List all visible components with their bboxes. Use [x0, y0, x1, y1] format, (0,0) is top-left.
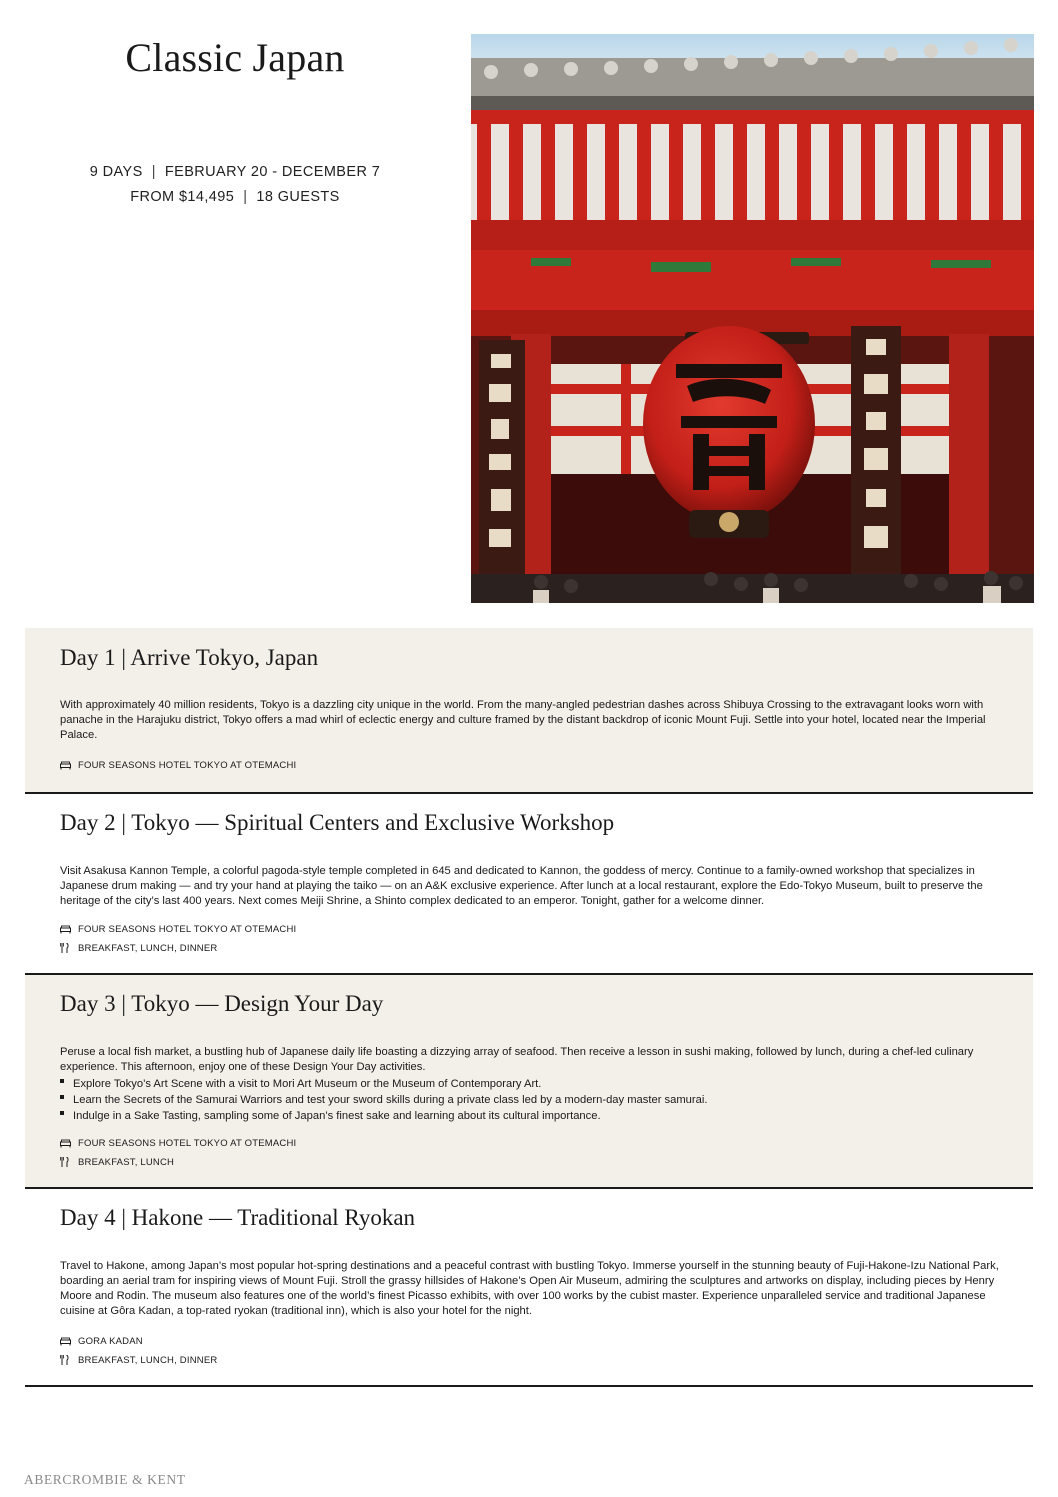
meals-included: BREAKFAST, LUNCH, DINNER: [78, 1354, 218, 1366]
fork-knife-icon: [60, 942, 72, 954]
meals-info: [60, 941, 217, 955]
hotel-info: [60, 758, 296, 772]
day-title: Day 3 | Tokyo — Design Your Day: [60, 991, 384, 1016]
trip-price-guests: [0, 189, 470, 205]
hotel-name: GORA KADAN: [78, 1335, 143, 1347]
hotel-name: FOUR SEASONS HOTEL TOKYO AT OTEMACHI: [78, 1137, 297, 1149]
trip-duration-dates: [0, 164, 470, 180]
day-description: Travel to Hakone, among Japan’s most popular hot-spring destinations and a peaceful contrast with bustling Tokyo. Immerse yourself in the stunning beauty of Fuji-Hakone-Izu National Park, boarding an aerial tram for inspiring views of Mount Fuji. Stroll the grassy hillsides of Hakone’s Open Air Museum, admiring the sculptures and artworks on display, including pieces by Henry Moore and Rodin. The museum also features one of the world’s finest Picasso exhibits, with over 100 works by the cubist master. Experience unparalleled service and traditional Japanese cuisine at Gôra Kadan, a top-rated ryokan (traditional inn), which is also your hotel for the night.: [60, 1260, 999, 1317]
fork-knife-icon: [60, 1156, 72, 1168]
day-4-section: [25, 1189, 1033, 1387]
meals-info: [60, 1155, 174, 1169]
separator: |: [151, 164, 156, 180]
list-item: Learn the Secrets of the Samurai Warriors and test your sword skills during a private class led by a modern-day master samurai.: [60, 1092, 1005, 1108]
bed-icon: [60, 1137, 72, 1149]
fork-knife-icon: [60, 1354, 72, 1366]
list-item: Indulge in a Sake Tasting, sampling some of Japan’s finest sake and learning about its cultural importance.: [60, 1108, 1005, 1124]
separator: |: [243, 189, 248, 205]
day-2-section: [25, 794, 1033, 975]
meals-info: [60, 1353, 217, 1367]
brand-footer: ABERCROMBIE & KENT: [24, 1472, 186, 1487]
hotel-info: [60, 922, 296, 936]
trip-header: [0, 0, 470, 240]
day-1-section: [25, 628, 1033, 794]
bed-icon: [60, 759, 72, 771]
meals-included: BREAKFAST, LUNCH: [78, 1156, 175, 1168]
temple-lantern-illustration: [471, 34, 1034, 603]
day-title: Day 2 | Tokyo — Spiritual Centers and Exclusive Workshop: [60, 810, 615, 835]
hero-photo: [471, 34, 1034, 603]
day-description: With approximately 40 million residents, Tokyo is a dazzling city unique in the world. From the many-angled pedestrian dashes across Shibuya Crossing to the extravagant looks worn with panache in the Harajuku district, Tokyo offers a mad whirl of eclectic energy and culture framed by the distant backdrop of iconic Mount Fuji. Settle into your hotel, located near the Imperial Palace.: [60, 699, 986, 741]
trip-guests: 18 GUESTS: [256, 189, 340, 205]
page-title: Classic Japan: [125, 35, 345, 80]
day-title: Day 1 | Arrive Tokyo, Japan: [60, 645, 319, 670]
bed-icon: [60, 923, 72, 935]
hotel-name: FOUR SEASONS HOTEL TOKYO AT OTEMACHI: [78, 759, 297, 771]
bed-icon: [60, 1335, 72, 1347]
activity-list: [60, 1076, 1005, 1124]
hotel-name: FOUR SEASONS HOTEL TOKYO AT OTEMACHI: [78, 923, 297, 935]
day-description: Visit Asakusa Kannon Temple, a colorful pagoda-style temple completed in 645 and dedicated to Kannon, the goddess of mercy. Continue to a family-owned workshop that specializes in Japanese drum making — and try your hand at playing the taiko — on an A&K exclusive experience. After lunch at a local restaurant, explore the Edo-Tokyo Museum, built to preserve the heritage of the city’s last 400 years. Next comes Meiji Shrine, a Shinto complex dedicated to an emperor. Tonight, gather for a welcome dinner.: [60, 865, 983, 907]
hotel-info: [60, 1136, 296, 1150]
trip-price: FROM $14,495: [130, 189, 235, 205]
day-description: Peruse a local fish market, a bustling hub of Japanese daily life boasting a dizzying array of seafood. Then receive a lesson in sushi making, followed by lunch, during a chef-led culinary experience. This afternoon, enjoy one of these Design Your Day activities.: [60, 1046, 974, 1073]
day-title: Day 4 | Hakone — Traditional Ryokan: [60, 1205, 416, 1230]
trip-dates: FEBRUARY 20 - DECEMBER 7: [164, 164, 381, 180]
list-item: Explore Tokyo’s Art Scene with a visit to Mori Art Museum or the Museum of Contemporary Art.: [60, 1076, 1005, 1092]
trip-days: 9 DAYS: [89, 164, 143, 180]
hotel-info: [60, 1334, 143, 1348]
day-3-section: [25, 975, 1033, 1189]
meals-included: BREAKFAST, LUNCH, DINNER: [78, 942, 218, 954]
